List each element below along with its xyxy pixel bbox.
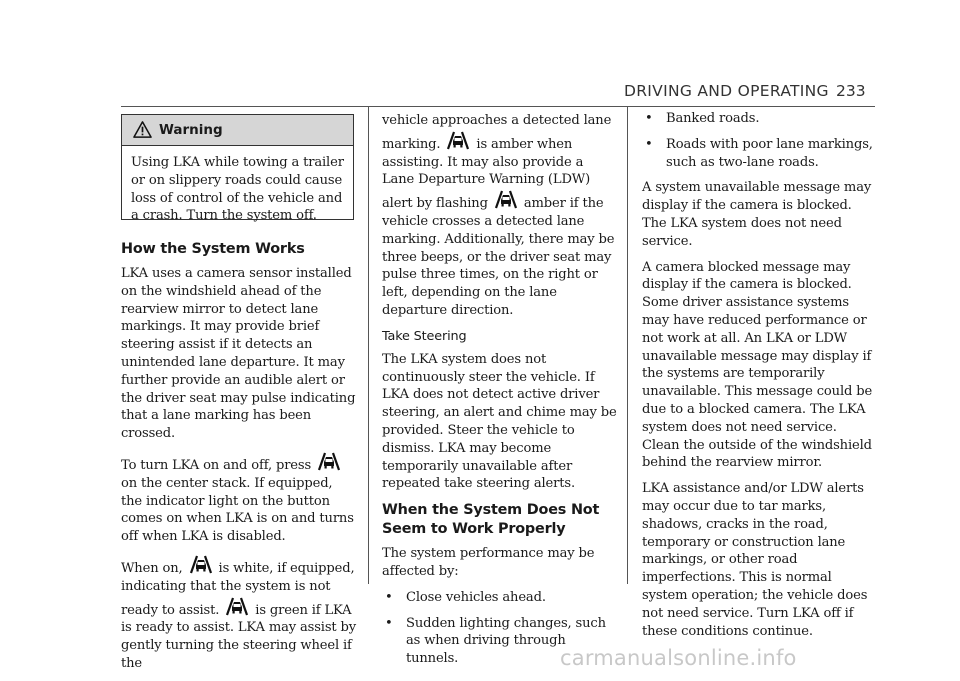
list-item-text: Roads with poor lane markings, such as two-lane roads. bbox=[666, 136, 873, 170]
column-2 bbox=[382, 112, 618, 676]
list-item-text: Sudden lighting changes, such as when driving through tunnels. bbox=[406, 615, 606, 667]
paragraph: A system unavailable message may display if the camera is blocked. The LKA system does not need service. bbox=[642, 180, 872, 249]
column-3 bbox=[642, 110, 878, 648]
watermark: carmanualsonline.info bbox=[560, 646, 797, 670]
paragraph-lka-assist bbox=[382, 112, 618, 320]
bullet: • bbox=[645, 136, 653, 152]
text-span: on the center stack. If equipped, the indicator light on the button comes on when LKA is on and turns off when LKA is disabled. bbox=[121, 475, 354, 545]
list-item bbox=[642, 136, 878, 172]
paragraph: LKA assistance and/or LDW alerts may occur due to tar marks, shadows, cracks in the road, temporary or construction lane markings, or other road imperfections. This is normal system operation; the vehicle does not need service. Turn LKA off if these conditions continue. bbox=[642, 481, 868, 639]
lane-keep-assist-icon bbox=[189, 554, 213, 574]
lane-keep-assist-icon bbox=[225, 596, 249, 616]
page-header bbox=[0, 82, 960, 106]
warning-text: Using LKA while towing a trailer or on slippery roads could cause loss of control of the vehicle and a crash. Turn the system off. bbox=[131, 155, 344, 224]
bullet: • bbox=[645, 111, 653, 126]
text-span: amber if the vehicle crosses a detected lane marking. Additionally, there may be three beeps, or the driver seat may pulse three times, on the right or left, depending on the lane departure direction. bbox=[382, 196, 615, 318]
paragraph-lka-status bbox=[121, 554, 357, 673]
warning-label: Warning bbox=[159, 122, 223, 138]
section-title: DRIVING AND OPERATING bbox=[624, 82, 829, 100]
paragraph: The LKA system does not continuously steer the vehicle. If LKA does not detect active driver steering, an alert and chime may be provided. Steer the vehicle to dismiss. LKA may become temporarily unavailable after repeated take steering alerts. bbox=[382, 351, 617, 492]
paragraph-lka-button bbox=[121, 451, 357, 546]
list-item-text: Close vehicles ahead. bbox=[406, 589, 546, 605]
column-divider-1 bbox=[368, 106, 369, 584]
list-item bbox=[382, 589, 618, 607]
header-divider bbox=[121, 106, 875, 107]
list-item-text: Banked roads. bbox=[666, 111, 760, 126]
text-span: is green if LKA is ready to assist. LKA may assist by gently turning the steering wheel if the bbox=[121, 602, 357, 671]
warning-box bbox=[121, 114, 354, 224]
subsection-heading: Take Steering bbox=[382, 328, 467, 344]
page-number: 233 bbox=[836, 82, 866, 100]
text-span: When on, bbox=[121, 560, 183, 576]
lane-keep-assist-icon bbox=[317, 451, 341, 471]
paragraph: LKA uses a camera sensor installed on the windshield ahead of the rearview mirror to detect lane markings. It may provide brief steering assist if it detects an unintended lane departure. It may further provide an audible alert or the driver seat may pulse indicating that a lane marking has been crossed. bbox=[121, 266, 356, 442]
bullet: • bbox=[385, 615, 393, 631]
bullet: • bbox=[385, 589, 393, 605]
lane-keep-assist-icon bbox=[446, 130, 470, 150]
column-1 bbox=[121, 240, 357, 681]
warning-triangle-icon bbox=[133, 120, 152, 139]
section-heading: How the System Works bbox=[121, 241, 305, 257]
warning-header bbox=[122, 115, 353, 146]
text-span: is white, if equipped, indicating that the system is not ready to assist. bbox=[121, 560, 355, 618]
lane-keep-assist-icon bbox=[494, 189, 518, 209]
section-heading: When the System Does Not Seem to Work Properly bbox=[382, 502, 600, 538]
text-span: vehicle approaches a detected lane marking. bbox=[382, 113, 612, 152]
column-divider-2 bbox=[627, 106, 628, 584]
paragraph: A camera blocked message may display if the camera is blocked. Some driver assistance systems may have reduced performance or not work at all. An LKA or LDW unavailable message may display if the systems are temporarily unavailable. This message could be due to a blocked camera. The LKA system does not need service. Clean the outside of the windshield behind the rearview mirror. bbox=[642, 259, 873, 471]
paragraph: The system performance may be affected by: bbox=[382, 546, 595, 579]
list-item bbox=[642, 110, 878, 128]
text-span: To turn LKA on and off, press bbox=[121, 457, 312, 473]
text-span: is amber when assisting. It may also provide a Lane Departure Warning (LDW) alert by flashing bbox=[382, 136, 591, 212]
